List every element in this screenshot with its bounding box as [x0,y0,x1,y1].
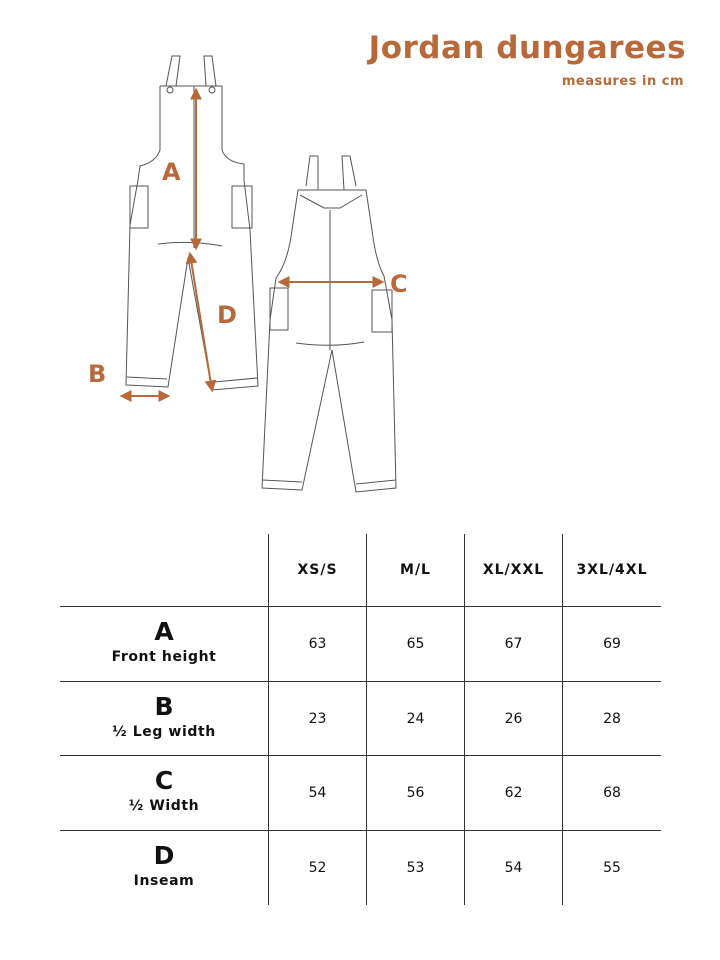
measure-d-arrow [190,254,212,390]
label-d: D [217,301,237,329]
row-letter: C [154,766,174,795]
table-cell: 65 [406,636,425,652]
column-divider [268,534,269,905]
row-name: ½ Width [128,798,200,814]
back-view-garment [262,156,396,492]
table-cell: 54 [308,785,327,801]
col-header-xl-xxl: XL/XXL [482,562,545,578]
col-header-xs-s: XS/S [297,562,338,578]
table-cell: 62 [504,785,523,801]
table-cell: 54 [504,860,523,876]
units-subtitle: measures in cm [561,74,684,89]
table-cell: 52 [308,860,327,876]
row-name: Inseam [133,873,195,889]
col-header-m-l: M/L [400,562,431,578]
row-name: Front height [111,649,217,665]
table-header [60,534,661,606]
table-cell: 56 [406,785,425,801]
row-label [60,607,268,681]
row-name: ½ Leg width [112,724,216,740]
row-label [60,831,268,905]
table-cell: 68 [603,785,621,801]
table-cell: 55 [603,860,621,876]
table-cell: 24 [406,711,425,727]
table-cell: 69 [603,636,621,652]
label-b: B [88,360,107,388]
table-cell: 28 [603,711,621,727]
table-cell: 26 [504,711,523,727]
table-row [60,755,661,830]
column-divider [562,534,563,905]
column-divider [366,534,367,905]
table-cell: 53 [406,860,425,876]
row-letter: A [154,617,174,646]
table-row [60,606,661,681]
page-title: Jordan dungarees [368,30,686,66]
table-row [60,830,661,905]
column-divider [464,534,465,905]
label-a: A [162,158,181,186]
row-label [60,756,268,830]
row-letter: B [154,692,174,721]
table-cell: 63 [308,636,327,652]
row-letter: D [153,841,175,870]
table-cell: 23 [308,711,327,727]
label-c: C [390,270,408,298]
table-cell: 67 [504,636,523,652]
row-label [60,682,268,756]
front-view-garment [126,56,258,390]
table-row [60,681,661,756]
col-header-3xl-4xl: 3XL/4XL [576,562,648,578]
